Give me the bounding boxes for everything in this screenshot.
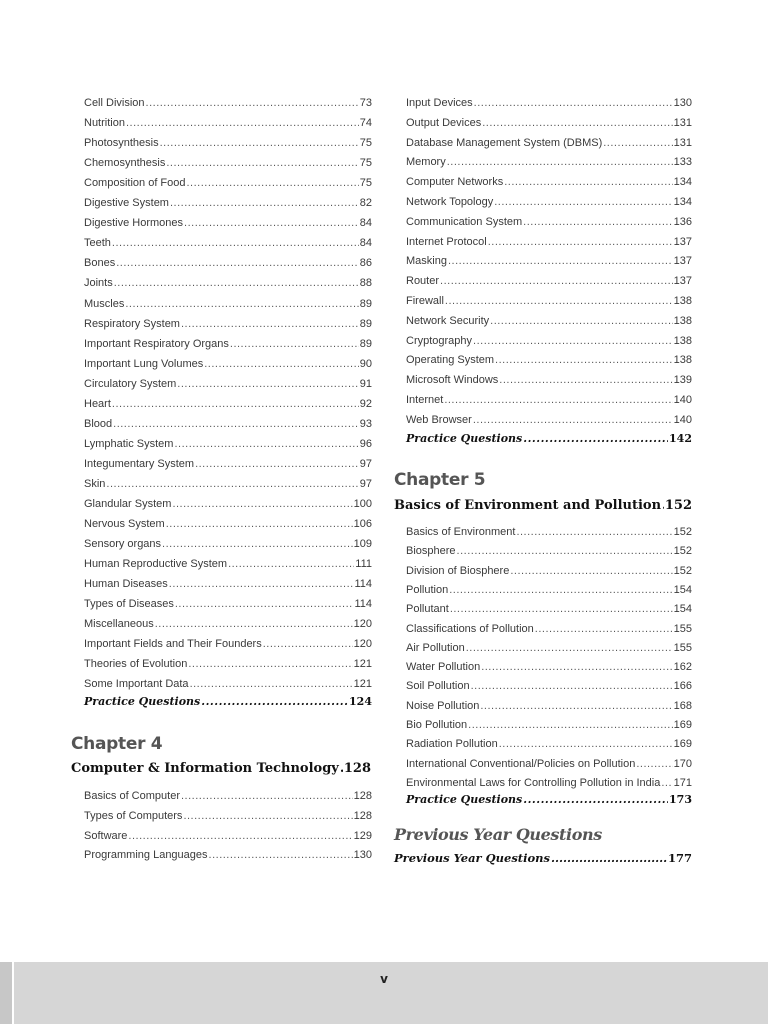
entry-title: Human Reproductive System <box>84 558 228 571</box>
entry-page: 173 <box>669 793 692 806</box>
dot-leader <box>230 337 359 351</box>
entry-page: 109 <box>353 538 372 551</box>
toc-entry[interactable] <box>84 176 372 190</box>
entry-title: Types of Computers <box>84 809 183 822</box>
dot-leader <box>480 699 672 713</box>
dot-leader <box>166 517 353 531</box>
dot-leader <box>128 829 352 843</box>
entry-title: Memory <box>406 156 446 169</box>
entry-title: Practice Questions <box>84 695 201 708</box>
entry-page: 138 <box>673 314 692 327</box>
dot-leader <box>183 809 352 823</box>
entry-title: Nutrition <box>84 117 125 130</box>
entry-title: Muscles <box>84 297 125 310</box>
entry-page: 114 <box>354 578 372 591</box>
entry-title: Previous Year Questions <box>394 851 550 865</box>
toc-entry[interactable] <box>394 175 692 189</box>
toc-entry[interactable] <box>394 641 692 655</box>
dot-leader <box>468 718 672 732</box>
entry-page: 130 <box>353 849 372 862</box>
entry-page: 128 <box>353 809 372 822</box>
toc-entry[interactable] <box>84 216 372 230</box>
entry-title: Photosynthesis <box>84 137 159 150</box>
entry-title: Network Topology <box>406 196 494 208</box>
dot-leader <box>263 637 353 651</box>
previous-year-questions-heading: Previous Year Questions <box>394 825 602 844</box>
entry-page: 155 <box>673 641 692 654</box>
entry-page: 140 <box>673 394 692 406</box>
toc-entry[interactable] <box>394 776 692 790</box>
dot-leader <box>126 116 359 130</box>
entry-page: 100 <box>353 498 372 510</box>
dot-leader <box>444 393 672 407</box>
entry-page: 121 <box>353 658 372 671</box>
entry-title: Masking <box>406 255 447 268</box>
entry-title: Web Browser <box>406 413 472 426</box>
entry-page: 137 <box>673 275 692 288</box>
toc-entry[interactable] <box>394 314 692 328</box>
dot-leader <box>170 196 359 210</box>
entry-page: 93 <box>359 417 372 430</box>
dot-leader <box>195 457 359 471</box>
entry-title: Blood <box>84 417 113 430</box>
dot-leader <box>174 437 358 451</box>
entry-page: 106 <box>353 518 372 531</box>
toc-entry[interactable] <box>84 617 372 631</box>
entry-title: Basics of Computer <box>84 790 180 802</box>
entry-page: 89 <box>359 337 372 350</box>
entry-title: Circulatory System <box>84 377 177 390</box>
dot-leader <box>112 397 359 411</box>
toc-entry[interactable] <box>394 564 692 578</box>
entry-title: Glandular System <box>84 498 172 510</box>
entry-title: Classifications of Pollution <box>406 622 534 635</box>
dot-leader <box>457 544 673 558</box>
dot-leader <box>172 497 352 511</box>
toc-entry[interactable] <box>394 737 692 751</box>
entry-page: 177 <box>667 851 692 865</box>
entry-title: Practice Questions <box>406 432 523 445</box>
toc-entry[interactable] <box>84 196 372 210</box>
dot-leader <box>482 116 672 130</box>
entry-page: 73 <box>359 97 372 109</box>
entry-page: 137 <box>673 255 692 268</box>
dot-leader <box>448 254 673 268</box>
entry-title: Cryptography <box>406 334 473 347</box>
chapter-title-text: Computer & Information Technology <box>71 761 339 776</box>
toc-entry[interactable] <box>84 317 372 331</box>
toc-entry[interactable] <box>394 699 692 713</box>
entry-title: Internet <box>406 394 444 406</box>
entry-page: 92 <box>359 397 372 410</box>
toc-entry[interactable] <box>84 136 372 150</box>
entry-title: Chemosynthesis <box>84 157 166 170</box>
entry-title: Joints <box>84 277 113 290</box>
dot-leader <box>181 789 353 803</box>
entry-page: 128 <box>353 790 372 802</box>
entry-page: 130 <box>673 97 692 109</box>
dot-leader <box>162 537 353 551</box>
entry-page: 75 <box>359 157 372 170</box>
entry-page: 121 <box>353 678 372 691</box>
entry-title: Important Lung Volumes <box>84 357 204 370</box>
entry-title: Miscellaneous <box>84 618 154 631</box>
toc-entry[interactable] <box>84 637 372 651</box>
toc-entry[interactable] <box>84 809 372 823</box>
toc-entry[interactable] <box>394 544 692 558</box>
entry-title: Sensory organs <box>84 538 162 551</box>
toc-entry[interactable] <box>84 377 372 391</box>
entry-page: 134 <box>673 196 692 208</box>
dot-leader <box>190 677 353 691</box>
entry-title: Digestive Hormones <box>84 217 184 230</box>
entry-title: International Conventional/Policies on Pollution <box>406 757 636 770</box>
entry-page: 89 <box>359 297 372 310</box>
entry-title: Practice Questions <box>406 793 523 806</box>
dot-leader <box>473 334 673 348</box>
dot-leader <box>603 136 672 150</box>
toc-entry[interactable] <box>394 393 692 407</box>
chapter-title-page: 152 <box>664 498 692 513</box>
dot-leader <box>523 793 668 807</box>
dot-leader <box>523 432 668 446</box>
entry-title: Environmental Laws for Controlling Pollution in India <box>406 776 661 789</box>
dot-leader <box>116 256 359 270</box>
toc-entry[interactable] <box>84 236 372 250</box>
dot-leader <box>169 577 354 591</box>
entry-page: 82 <box>359 197 372 210</box>
toc-entry[interactable] <box>84 557 372 571</box>
dot-leader <box>228 557 354 571</box>
entry-page: 97 <box>359 477 372 490</box>
toc-entry[interactable] <box>394 155 692 169</box>
dot-leader <box>495 353 673 367</box>
entry-title: Important Fields and Their Founders <box>84 638 262 651</box>
entry-title: Theories of Evolution <box>84 658 188 671</box>
dot-leader <box>499 373 672 387</box>
entry-title: Important Respiratory Organs <box>84 337 229 350</box>
dot-leader <box>160 136 359 150</box>
entry-page: 140 <box>673 413 692 426</box>
dot-leader <box>516 525 672 539</box>
toc-entry[interactable] <box>394 622 692 636</box>
dot-leader <box>340 761 343 776</box>
previous-year-questions-entry[interactable] <box>394 851 692 865</box>
dot-leader <box>535 622 673 636</box>
entry-page: 124 <box>349 695 372 708</box>
toc-entry[interactable] <box>394 96 692 110</box>
practice-questions-entry[interactable] <box>394 793 692 807</box>
dot-leader <box>187 176 359 190</box>
dot-leader <box>106 477 358 491</box>
toc-entry[interactable] <box>84 437 372 451</box>
toc-entry[interactable] <box>84 657 372 671</box>
chapter-title-page: 128 <box>343 761 371 776</box>
toc-entry[interactable] <box>394 660 692 674</box>
toc-entry[interactable] <box>394 116 692 130</box>
dot-leader <box>209 848 353 862</box>
toc-entry[interactable] <box>394 294 692 308</box>
dot-leader <box>181 317 359 331</box>
entry-page: 120 <box>353 618 372 631</box>
dot-leader <box>125 297 358 311</box>
toc-entry[interactable] <box>394 254 692 268</box>
entry-title: Composition of Food <box>84 177 186 190</box>
entry-page: 89 <box>359 317 372 330</box>
dot-leader <box>177 377 358 391</box>
entry-title: Biosphere <box>406 545 456 558</box>
entry-page: 91 <box>359 377 372 390</box>
entry-title: Input Devices <box>406 97 473 109</box>
entry-page: 90 <box>359 357 372 370</box>
entry-title: Basics of Environment <box>406 526 516 538</box>
entry-title: Router <box>406 275 440 288</box>
chapter-title[interactable] <box>394 498 692 513</box>
entry-page: 131 <box>673 116 692 129</box>
entry-page: 142 <box>669 432 692 445</box>
entry-title: Software <box>84 829 128 842</box>
toc-entry[interactable] <box>394 583 692 597</box>
toc-entry[interactable] <box>84 156 372 170</box>
toc-entry[interactable] <box>84 848 372 862</box>
entry-title: Output Devices <box>406 116 482 129</box>
toc-entry[interactable] <box>84 417 372 431</box>
entry-page: 154 <box>673 583 692 596</box>
toc-entry[interactable] <box>394 602 692 616</box>
toc-entry[interactable] <box>394 718 692 732</box>
dot-leader <box>494 195 672 209</box>
dot-leader <box>184 216 359 230</box>
entry-page: 114 <box>354 598 372 611</box>
dot-leader <box>504 175 672 189</box>
entry-title: Some Important Data <box>84 678 189 691</box>
entry-title: Communication System <box>406 215 523 228</box>
chapter-title[interactable] <box>71 761 371 776</box>
entry-page: 155 <box>673 622 692 635</box>
dot-leader <box>440 274 673 288</box>
dot-leader <box>481 660 672 674</box>
entry-page: 75 <box>359 177 372 190</box>
toc-entry[interactable] <box>84 276 372 290</box>
entry-page: 74 <box>359 117 372 130</box>
page-number: v <box>380 972 388 986</box>
entry-title: Skin <box>84 477 106 490</box>
dot-leader <box>445 294 673 308</box>
entry-page: 75 <box>359 137 372 150</box>
entry-title: Radiation Pollution <box>406 738 498 751</box>
entry-page: 137 <box>673 235 692 248</box>
dot-leader <box>551 851 667 865</box>
entry-title: Respiratory System <box>84 317 180 330</box>
entry-page: 131 <box>673 136 692 149</box>
entry-page: 152 <box>673 564 692 577</box>
dot-leader <box>447 155 673 169</box>
dot-leader <box>466 641 673 655</box>
toc-entry[interactable] <box>84 337 372 351</box>
toc-entry[interactable] <box>394 757 692 771</box>
practice-questions-entry[interactable] <box>394 432 692 446</box>
entry-title: Pollution <box>406 583 449 596</box>
entry-page: 84 <box>359 237 372 250</box>
entry-page: 139 <box>673 374 692 387</box>
dot-leader <box>636 757 672 771</box>
dot-leader <box>661 776 672 790</box>
entry-title: Operating System <box>406 354 495 367</box>
toc-entry[interactable] <box>84 96 372 110</box>
entry-title: Internet Protocol <box>406 235 487 248</box>
chapter-label: Chapter 4 <box>71 734 163 754</box>
entry-page: 97 <box>359 457 372 470</box>
entry-title: Nervous System <box>84 518 165 531</box>
entry-page: 86 <box>359 257 372 270</box>
chapter-label: Chapter 5 <box>394 470 486 490</box>
dot-leader <box>473 413 673 427</box>
toc-entry[interactable] <box>394 334 692 348</box>
entry-page: 162 <box>673 661 692 674</box>
entry-page: 133 <box>673 156 692 169</box>
dot-leader <box>166 156 358 170</box>
toc-entry[interactable] <box>394 195 692 209</box>
entry-page: 129 <box>353 829 372 842</box>
entry-page: 84 <box>359 217 372 230</box>
dot-leader <box>471 679 673 693</box>
practice-questions-entry[interactable] <box>84 695 372 709</box>
entry-page: 168 <box>673 699 692 712</box>
chapter-title-text: Basics of Environment and Pollution <box>394 498 662 513</box>
toc-entry[interactable] <box>84 677 372 691</box>
entry-title: Computer Networks <box>406 176 504 189</box>
entry-title: Air Pollution <box>406 641 465 654</box>
dot-leader <box>474 96 673 110</box>
dot-leader <box>488 235 673 249</box>
entry-title: Pollutant <box>406 603 449 616</box>
entry-page: 169 <box>673 719 692 731</box>
dot-leader <box>188 657 352 671</box>
entry-title: Database Management System (DBMS) <box>406 136 603 149</box>
toc-entry[interactable] <box>394 525 692 539</box>
entry-page: 169 <box>673 738 692 751</box>
entry-title: Division of Biosphere <box>406 564 510 577</box>
dot-leader <box>450 602 673 616</box>
toc-entry[interactable] <box>394 679 692 693</box>
entry-title: Integumentary System <box>84 457 195 470</box>
entry-page: 96 <box>359 437 372 450</box>
entry-page: 138 <box>673 334 692 347</box>
entry-page: 152 <box>673 545 692 558</box>
entry-page: 111 <box>355 558 372 571</box>
entry-title: Digestive System <box>84 197 169 210</box>
toc-entry[interactable] <box>84 497 372 511</box>
dot-leader <box>662 498 664 513</box>
toc-entry[interactable] <box>84 477 372 491</box>
entry-page: 152 <box>673 526 692 538</box>
dot-leader <box>175 597 354 611</box>
entry-title: Human Diseases <box>84 578 168 591</box>
entry-page: 138 <box>673 295 692 307</box>
dot-leader <box>449 583 672 597</box>
dot-leader <box>204 357 359 371</box>
dot-leader <box>112 236 359 250</box>
toc-entry[interactable] <box>394 215 692 229</box>
dot-leader <box>113 417 359 431</box>
entry-page: 154 <box>673 603 692 616</box>
entry-page: 120 <box>353 638 372 651</box>
toc-entry[interactable] <box>394 353 692 367</box>
entry-title: Soil Pollution <box>406 680 470 693</box>
entry-page: 171 <box>673 776 692 789</box>
toc-entry[interactable] <box>84 537 372 551</box>
entry-page: 166 <box>673 680 692 693</box>
toc-entry[interactable] <box>84 357 372 371</box>
entry-title: Teeth <box>84 237 111 250</box>
entry-title: Types of Diseases <box>84 598 174 611</box>
entry-page: 88 <box>359 277 372 290</box>
toc-entry[interactable] <box>84 256 372 270</box>
entry-page: 170 <box>673 757 692 770</box>
entry-title: Microsoft Windows <box>406 374 499 387</box>
dot-leader <box>510 564 672 578</box>
entry-page: 136 <box>673 215 692 228</box>
toc-entry[interactable] <box>394 413 692 427</box>
entry-title: Firewall <box>406 295 444 307</box>
dot-leader <box>155 617 353 631</box>
toc-entry[interactable] <box>84 297 372 311</box>
toc-entry[interactable] <box>84 517 372 531</box>
toc-entry[interactable] <box>84 829 372 843</box>
dot-leader <box>523 215 672 229</box>
entry-page: 138 <box>673 354 692 367</box>
toc-entry[interactable] <box>84 397 372 411</box>
entry-title: Programming Languages <box>84 849 208 862</box>
entry-title: Water Pollution <box>406 661 481 674</box>
entry-page: 134 <box>673 176 692 189</box>
toc-entry[interactable] <box>394 235 692 249</box>
toc-entry[interactable] <box>394 274 692 288</box>
entry-title: Noise Pollution <box>406 699 480 712</box>
toc-entry[interactable] <box>84 577 372 591</box>
toc-entry[interactable] <box>394 373 692 387</box>
toc-entry[interactable] <box>84 789 372 803</box>
toc-entry[interactable] <box>84 457 372 471</box>
toc-entry[interactable] <box>84 116 372 130</box>
dot-leader <box>146 96 359 110</box>
toc-entry[interactable] <box>394 136 692 150</box>
dot-leader <box>201 695 348 709</box>
entry-title: Heart <box>84 397 111 410</box>
entry-title: Cell Division <box>84 97 145 109</box>
dot-leader <box>499 737 673 751</box>
entry-title: Network Security <box>406 314 490 327</box>
dot-leader <box>114 276 359 290</box>
entry-title: Bones <box>84 257 116 270</box>
entry-title: Bio Pollution <box>406 719 468 731</box>
entry-title: Lymphatic System <box>84 437 174 450</box>
toc-entry[interactable] <box>84 597 372 611</box>
dot-leader <box>490 314 673 328</box>
